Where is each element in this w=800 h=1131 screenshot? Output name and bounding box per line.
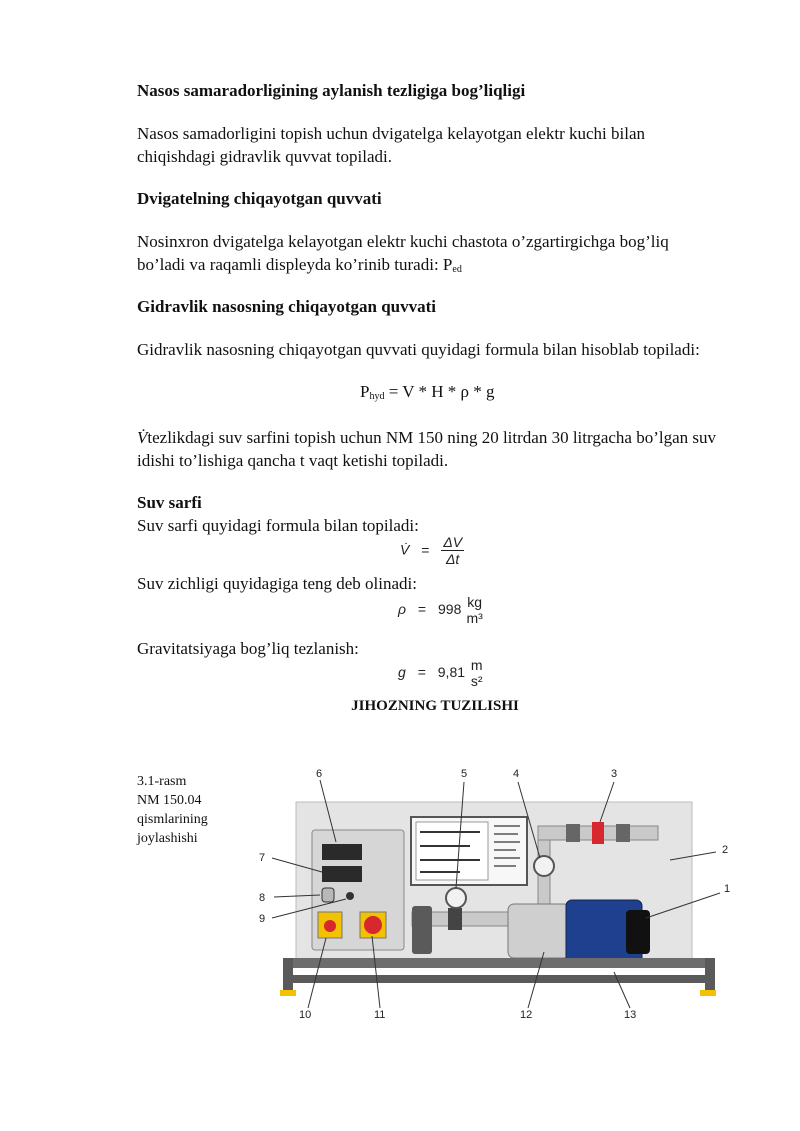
knob-9 — [346, 892, 354, 900]
gravity-lhs: g — [398, 664, 406, 681]
part-label: 8 — [259, 892, 266, 904]
density-unit-num: kg — [467, 594, 483, 610]
part-label: 1 — [724, 883, 731, 895]
gauge-5 — [446, 888, 466, 908]
heading-motor-power: Dvigatelning chiqayotgan quvvati — [137, 189, 382, 208]
flow-symbol: V̇ — [137, 428, 148, 447]
part-label: 2 — [722, 844, 729, 856]
flow-time-text: tezlikdagi suv sarfini topish uchun NM 150 ning 20 litrdan 30 litrgacha bo’lgan suv idishi to’lishiga qancha t vaqt ketishi topiladi. — [137, 428, 717, 470]
frame-top-rail — [283, 958, 715, 968]
caption-line: joylashishi — [137, 831, 198, 846]
paragraph-gravity: Gravitatsiyaga bog’liq tezlanish: — [137, 639, 359, 658]
phyd-subscript: hyd — [369, 391, 385, 402]
part-label: 3 — [611, 768, 618, 780]
heading-hydraulic-power: Gidravlik nasosning chiqayotgan quvvati — [137, 297, 437, 316]
gauge-4 — [534, 856, 554, 876]
part-label: 6 — [316, 768, 323, 780]
flow-denominator: Δt — [446, 551, 460, 567]
part-label: 10 — [299, 1009, 312, 1021]
paragraph-flow-formula: Suv sarfi quyidagi formula bilan topiladi: — [137, 516, 419, 535]
heading-device: JIHOZNING TUZILISHI — [351, 698, 519, 714]
gravity-unit-den: s² — [470, 673, 483, 689]
valve-3 — [592, 822, 604, 844]
gravity-unit-num: m — [470, 657, 483, 673]
gravity-eq: = — [417, 664, 426, 681]
frame-leg — [283, 958, 293, 994]
pipe-fitting — [448, 908, 462, 930]
paragraph-motor-text: Nosinxron dvigatelga kelayotgan elektr kuchi chastota o’zgartirgichga bog’liq bo’ladi va raqamli displeyda ko’rinib turadi: P — [137, 232, 669, 274]
part-label: 9 — [259, 913, 266, 925]
phyd-rhs: = V * H * ρ * g — [384, 382, 495, 401]
paragraph-intro: Nasos samadorligini topish uchun dvigatelga kelayotgan elektr kuchi bilan chiqishdagi gidravlik quvvat topiladi. — [137, 124, 645, 166]
discharge-coupling — [616, 824, 630, 842]
emergency-stop-red — [364, 916, 382, 934]
display-top — [322, 844, 362, 860]
part-label: 11 — [374, 1009, 386, 1021]
density-unit-den: m³ — [466, 610, 483, 626]
caption-line: 3.1-rasm — [137, 774, 187, 789]
switch-8 — [322, 888, 334, 902]
frame-foot — [280, 990, 296, 996]
discharge-coupling — [566, 824, 580, 842]
frame-leg — [705, 958, 715, 994]
flow-lhs: V̇ — [400, 541, 410, 558]
paragraph-hydraulic-power: Gidravlik nasosning chiqayotgan quvvati quyidagi formula bilan hisoblab topiladi: — [137, 340, 700, 359]
frame-foot — [700, 990, 716, 996]
flow-numerator: ΔV — [443, 534, 463, 550]
main-switch-red — [324, 920, 336, 932]
part-label: 13 — [624, 1009, 637, 1021]
density-eq: = — [417, 601, 427, 618]
pump-housing-12 — [508, 904, 570, 958]
density-value: 998 — [438, 601, 462, 618]
flow-eq: = — [421, 541, 430, 558]
motor-fan-cover — [626, 910, 650, 954]
part-label: 7 — [259, 852, 266, 864]
phyd-lhs: P — [360, 382, 370, 401]
paragraph-density: Suv zichligi quyidagiga teng deb olinadi: — [137, 574, 417, 593]
density-lhs: ρ — [398, 601, 407, 618]
part-label: 5 — [461, 768, 468, 780]
part-label: 4 — [513, 768, 520, 780]
part-label: 12 — [520, 1009, 533, 1021]
caption-line: qismlarining — [137, 812, 208, 827]
display-bottom — [322, 866, 362, 882]
heading-main: Nasos samaradorligining aylanish tezligiga bog’liqligi — [137, 81, 526, 100]
caption-line: NM 150.04 — [137, 793, 202, 808]
gravity-value: 9,81 — [437, 664, 466, 681]
frame-bottom-rail — [283, 975, 715, 983]
ped-subscript: ed — [452, 264, 462, 275]
heading-flow: Suv sarfi — [137, 493, 202, 512]
inlet-valve — [412, 906, 432, 954]
